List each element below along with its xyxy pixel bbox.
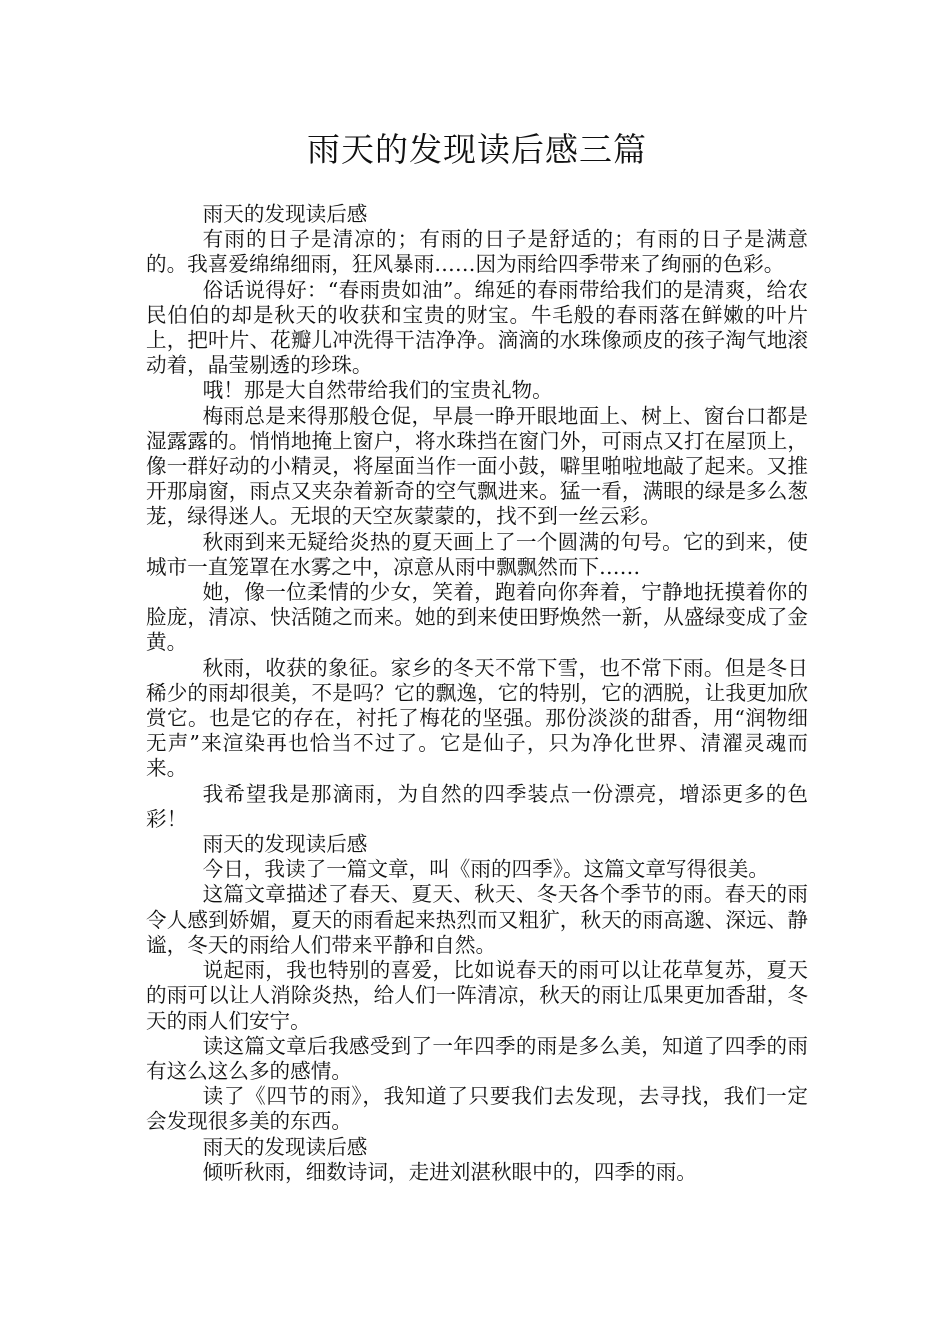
paragraph: 这篇文章描述了春天、夏天、秋天、冬天各个季节的雨。春天的雨令人感到娇媚，夏天的雨看起来热烈而又粗犷，秋天的雨高邈、深远、静谧，冬天的雨给人们带来平静和自然。 bbox=[146, 882, 808, 957]
paragraph: 哦！那是大自然带给我们的宝贵礼物。 bbox=[202, 378, 553, 403]
paragraph: 梅雨总是来得那般仓促，早晨一睁开眼地面上、树上、窗台口都是湿露露的。悄悄地掩上窗户，将水珠挡在窗门外，可雨点又打在屋顶上，像一群好动的小精灵，将屋面当作一面小鼓，噼里啪啦地敲了起来。又推开那扇窗，雨点又夹杂着新奇的空气飘进来。猛一看，满眼的绿是多么葱茏，绿得迷人。无垠的天空灰蒙蒙的，找不到一丝云彩。 bbox=[146, 403, 808, 529]
paragraph: 俗话说得好：“春雨贵如油”。绵延的春雨带给我们的是清爽，给农民伯伯的却是秋天的收获和宝贵的财宝。牛毛般的春雨落在鲜嫩的叶片上，把叶片、花瓣儿冲洗得干洁净净。滴滴的水珠像顽皮的孩子淘气地滚动着，晶莹剔透的珍珠。 bbox=[146, 277, 808, 378]
paragraph: 秋雨到来无疑给炎热的夏天画上了一个圆满的句号。它的到来，使城市一直笼罩在水雾之中，凉意从雨中飘飘然而下…… bbox=[146, 529, 808, 579]
paragraph: 倾听秋雨，细数诗词，走进刘湛秋眼中的，四季的雨。 bbox=[202, 1159, 697, 1184]
paragraph: 她，像一位柔情的少女，笑着，跑着向你奔着，宁静地抚摸着你的脸庞，清凉、快活随之而来。她的到来使田野焕然一新，从盛绿变成了金黄。 bbox=[146, 580, 808, 655]
paragraph: 今日，我读了一篇文章，叫《雨的四季》。这篇文章写得很美。 bbox=[202, 857, 769, 882]
document-page bbox=[146, 128, 808, 1185]
paragraph: 秋雨，收获的象征。家乡的冬天不常下雪，也不常下雨。但是冬日稀少的雨却很美，不是吗？它的飘逸，它的特别，它的洒脱，让我更加欣赏它。也是它的存在，衬托了梅花的坚强。那份淡淡的甜香，用“润物细无声”来渲染再也恰当不过了。它是仙子，只为净化世界、清濯灵魂而来。 bbox=[146, 655, 808, 781]
paragraph: 我希望我是那滴雨，为自然的四季装点一份漂亮，增添更多的色彩！ bbox=[146, 781, 808, 831]
document-title: 雨天的发现读后感三篇 bbox=[307, 130, 647, 169]
paragraph: 读这篇文章后我感受到了一年四季的雨是多么美，知道了四季的雨有这么这么多的感情。 bbox=[146, 1033, 808, 1083]
paragraph: 有雨的日子是清凉的；有雨的日子是舒适的；有雨的日子是满意的。我喜爱绵绵细雨，狂风暴雨……因为雨给四季带来了绚丽的色彩。 bbox=[146, 227, 808, 277]
document-body bbox=[146, 202, 808, 1185]
subheading-3: 雨天的发现读后感 bbox=[202, 1134, 368, 1159]
subheading-2: 雨天的发现读后感 bbox=[202, 832, 368, 857]
subheading-1: 雨天的发现读后感 bbox=[202, 202, 368, 226]
paragraph: 读了《四节的雨》，我知道了只要我们去发现，去寻找，我们一定会发现很多美的东西。 bbox=[146, 1084, 808, 1134]
paragraph: 说起雨，我也特别的喜爱，比如说春天的雨可以让花草复苏，夏天的雨可以让人消除炎热，给人们一阵清凉，秋天的雨让瓜果更加香甜，冬天的雨人们安宁。 bbox=[146, 958, 808, 1033]
